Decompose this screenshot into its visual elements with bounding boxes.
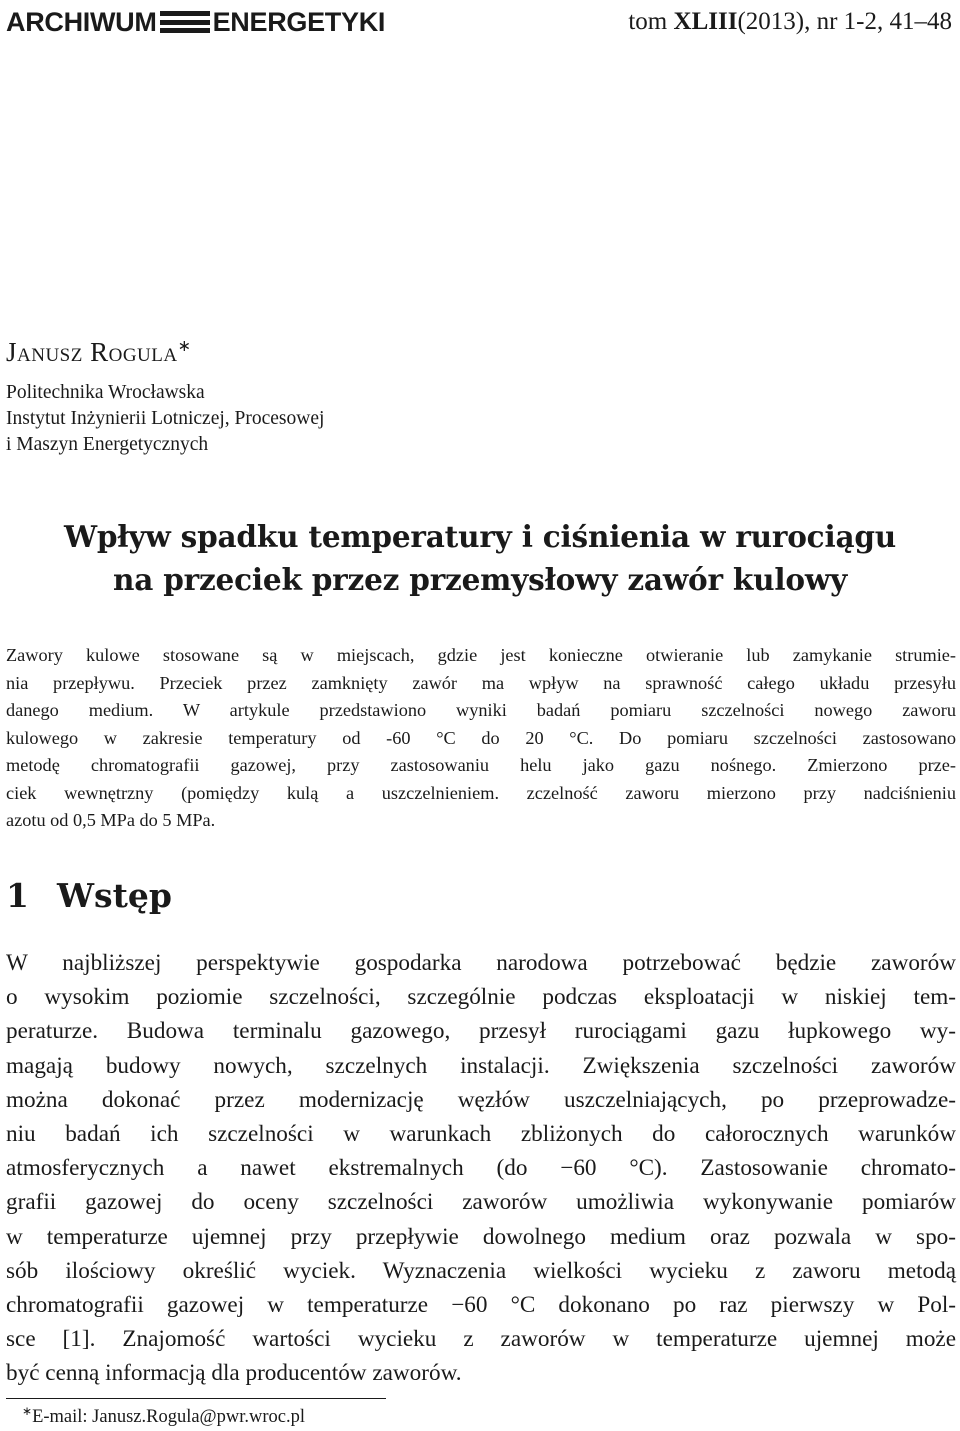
body-line: atmosferycznych a nawet ekstremalnych (do −60 °C). Zastosowanie chromato- (6, 1155, 956, 1182)
footnote-divider (6, 1398, 386, 1399)
body-line: sce [1]. Znajomość wartości wycieku z zaworów w temperaturze ujemnej może (6, 1326, 956, 1353)
journal-name-right: ENERGETYKI (212, 6, 386, 37)
abstract-line: metodę chromatografii gazowej, przy zastosowaniu helu jako gazu nośnego. Zmierzono prze- (6, 755, 956, 775)
body-line: można dokonać przez modernizację węzłów uszczelniających, po przeprowadze- (6, 1086, 956, 1113)
abstract (6, 642, 956, 835)
title-line: na przeciek przez przemysłowy zawór kulowy (112, 562, 848, 597)
affiliation-line: i Maszyn Energetycznych (6, 434, 209, 455)
body-line: peraturze. Budowa terminalu gazowego, przesył rurociągami gazu łupkowego wy- (6, 1018, 956, 1045)
logo-bars-icon (160, 11, 210, 33)
affiliation-line: Instytut Inżynierii Lotniczej, Procesowej (6, 408, 325, 429)
abstract-line: kulowego w zakresie temperatury od -60 °C do 20 °C. Do pomiaru szczelności zastosowano (6, 727, 956, 748)
body-line: niu badań ich szczelności w warunkach zbliżonych do całorocznych warunków (6, 1121, 956, 1148)
footnote-marker: ∗ (22, 1404, 33, 1418)
title-line: Wpływ spadku temperatury i ciśnienia w rurociągu (63, 519, 897, 554)
affiliation-line: Politechnika Wrocławska (6, 382, 205, 403)
body-line: magają budowy nowych, szczelnych instalacji. Zwiększenia szczelności zaworów (6, 1052, 956, 1079)
abstract-line: Zawory kulowe stosowane są w miejscach, gdzie jest konieczne otwieranie lub zamykanie strumie- (6, 645, 956, 665)
article-title (0, 515, 960, 601)
abstract-line: azotu od 0,5 MPa do 5 MPa. (6, 810, 216, 830)
body-line: W najbliższej perspektywie gospodarka narodowa potrzebować będzie zaworów (6, 950, 956, 976)
body-line: chromatografii gazowej w temperaturze −60 °C dokonano po raz pierwszy w Pol- (6, 1292, 956, 1319)
abstract-line: ciek wewnętrzny (pomiędzy kulą a uszczelnieniem. zczelność zaworu mierzono przy nadciśnieniu (6, 782, 956, 803)
issue-info: tom XLIII(2013), nr 1-2, 41–48 (628, 8, 952, 35)
abstract-line: nia przepływu. Przeciek przez zamknięty zawór ma wpływ na sprawność całego układu przesyłu (6, 672, 956, 693)
abstract-line: danego medium. W artykule przedstawiono wyniki badań pomiaru szczelności nowego zaworu (6, 700, 956, 720)
footnote (22, 1404, 305, 1428)
author-footnote-marker: ∗ (177, 338, 192, 355)
journal-name-left: ARCHIWUM (6, 6, 157, 37)
author-name: Janusz Rogula∗ (6, 337, 192, 367)
footnote-email[interactable]: E-mail: Janusz.Rogula@pwr.wroc.pl (32, 1407, 305, 1428)
body-line: w temperaturze ujemnej przy przepływie dowolnego medium oraz pozwala w spo- (6, 1223, 956, 1250)
volume-number: XLIII (673, 8, 738, 35)
body-line: o wysokim poziomie szczelności, szczególnie podczas eksploatacji w niskiej tem- (6, 984, 956, 1011)
body-paragraph (6, 946, 956, 1391)
section-title: Wstęp (56, 876, 172, 915)
body-line: grafii gazowej do oceny szczelności zaworów umożliwia wykonywanie pomiarów (6, 1189, 956, 1216)
section-heading (6, 876, 172, 915)
section-number: 1 (6, 876, 29, 915)
journal-logo (6, 4, 385, 40)
body-line: sób ilościowy określić wyciek. Wyznaczenia wielkości wycieku z zaworu metodą (6, 1257, 956, 1284)
body-line: być cenną informacją dla producentów zaworów. (6, 1360, 462, 1387)
